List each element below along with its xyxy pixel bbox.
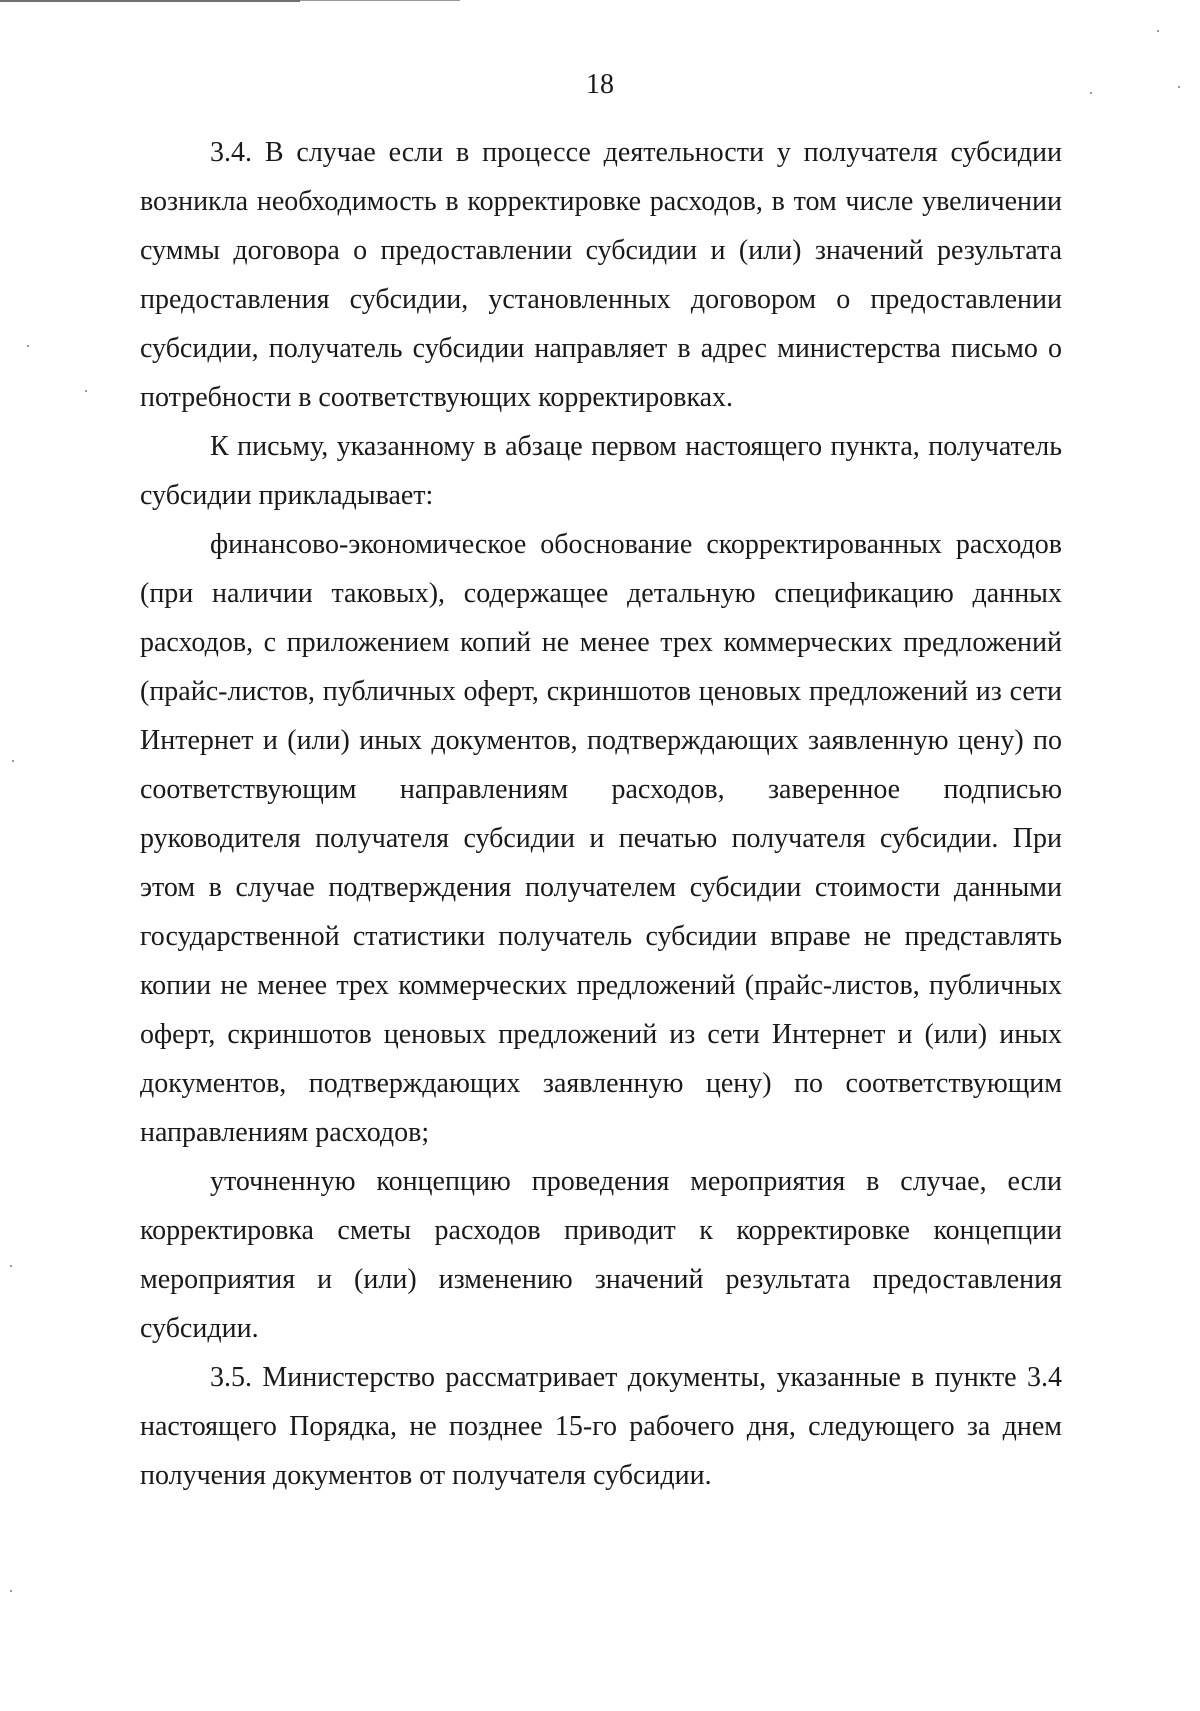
scan-speck [85,390,87,392]
scan-edge-line [300,0,460,1]
document-body [140,128,1062,1500]
paragraph-financial-justification: финансово-экономическое обоснование скорректированных расходов (при наличии таковых), содержащее детальную спецификацию данных расходов, с приложением копий не менее трех коммерческих предложений (прайс-листов, публичных оферт, скриншотов ценовых предложений из сети Интернет и (или) иных документов, подтверждающих заявленную цену) по соответствующим направлениям расходов, заверенное подписью руководителя получателя субсидии и печатью получателя субсидии. При этом в случае подтверждения получателем субсидии стоимости данными государственной статистики получатель субсидии вправе не представлять копии не менее трех коммерческих предложений (прайс-листов, публичных оферт, скриншотов ценовых предложений из сети Интернет и (или) иных документов, подтверждающих заявленную цену) по соответствующим направлениям расходов; [140,529,1062,1148]
scan-speck [1157,30,1159,32]
scan-speck [10,1265,12,1267]
paragraph-attachments-intro: К письму, указанному в абзаце первом настоящего пункта, получатель субсидии прикладывает: [140,431,1062,511]
scan-speck [10,1590,12,1592]
scan-speck [12,760,14,762]
scan-edge-line [0,0,300,2]
paragraph-3-5: 3.5. Министерство рассматривает документы, указанные в пункте 3.4 настоящего Порядка, не позднее 15-го рабочего дня, следующего за днем получения документов от получателя субсидии. [140,1362,1062,1491]
paragraph-3-4: 3.4. В случае если в процессе деятельности у получателя субсидии возникла необходимость в корректировке расходов, в том числе увеличении суммы договора о предоставлении субсидии и (или) значений результата предоставления субсидии, установленных договором о предоставлении субсидии, получатель субсидии направляет в адрес министерства письмо о потребности в соответствующих корректировках. [140,137,1062,413]
page-number: 18 [586,69,614,100]
paragraph-updated-concept: уточненную концепцию проведения мероприятия в случае, если корректировка сметы расходов приводит к корректировке концепции мероприятия и (или) изменению значений результата предоставления субсидии. [140,1166,1062,1344]
scan-speck [27,345,29,347]
